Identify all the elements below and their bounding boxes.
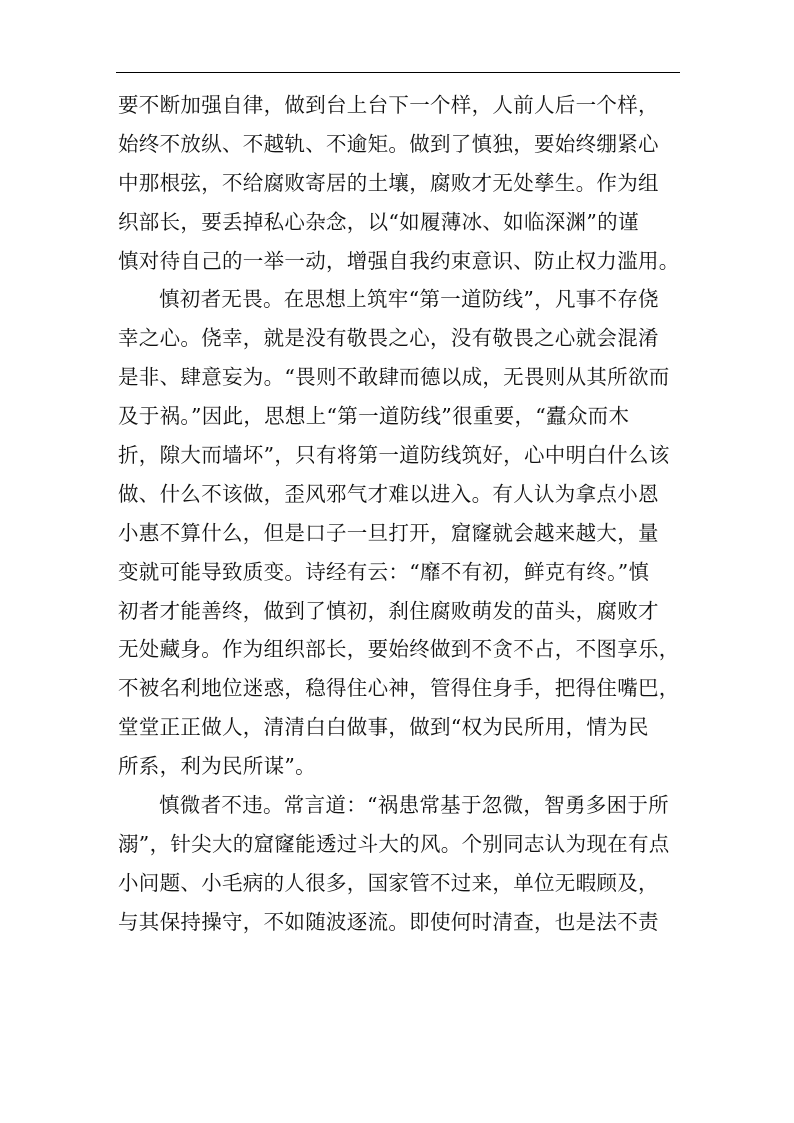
text-line: 小问题、小毛病的人很多，国家管不过来，单位无暇顾及， [118,870,659,895]
text-line: 小惠不算什么，但是口子一旦打开，窟窿就会越来越大，量 [118,520,659,545]
text-line: 慎对待自己的一举一动，增强自我约束意识、防止权力滥用。 [118,248,680,273]
body-text [118,86,698,942]
text-line: 做、什么不该做，歪风邪气才难以进入。有人认为拿点小恩 [118,481,659,506]
text-line: 折，隙大而墙坏”，只有将第一道防线筑好，心中明白什么该 [118,443,670,468]
text-line: 是非、肆意妄为。“畏则不敢肆而德以成，无畏则从其所欲而 [118,365,670,390]
text-line: 溺”，针尖大的窟窿能透过斗大的风。个别同志认为现在有点 [118,831,670,856]
text-line: 与其保持操守，不如随波逐流。即使何时清查，也是法不责 [118,909,659,934]
text-line: 中那根弦，不给腐败寄居的土壤，腐败才无处孳生。作为组 [118,170,659,195]
paragraph-start-line: 慎初者无畏。在思想上筑牢“第一道防线”，凡事不存侥 [159,287,659,312]
text-line: 堂堂正正做人，清清白白做事，做到“权为民所用，情为民 [118,715,649,740]
header-rule [116,72,680,73]
text-line: 及于祸。”因此，思想上“第一道防线”很重要，“蠹众而木 [118,404,630,429]
text-line: 初者才能善终，做到了慎初，刹住腐败萌发的苗头，腐败才 [118,598,659,623]
text-line: 变就可能导致质变。诗经有云：“靡不有初，鲜克有终。”慎 [118,559,650,584]
text-line: 不被名利地位迷惑，稳得住心神，管得住身手，把得住嘴巴， [118,676,680,701]
text-line: 始终不放纵、不越轨、不逾矩。做到了慎独，要始终绷紧心 [118,131,659,156]
text-line: 织部长，要丢掉私心杂念，以“如履薄冰、如临深渊”的谨 [118,209,639,234]
text-line: 幸之心。侥幸，就是没有敬畏之心，没有敬畏之心就会混淆 [118,326,659,351]
text-line: 要不断加强自律，做到台上台下一个样，人前人后一个样， [118,93,659,117]
text-line: 所系，利为民所谋”。 [118,754,316,779]
paragraph-start-line: 慎微者不违。常言道：“祸患常基于忽微，智勇多困于所 [159,793,669,818]
text-line: 无处藏身。作为组织部长，要始终做到不贪不占，不图享乐， [118,637,680,662]
